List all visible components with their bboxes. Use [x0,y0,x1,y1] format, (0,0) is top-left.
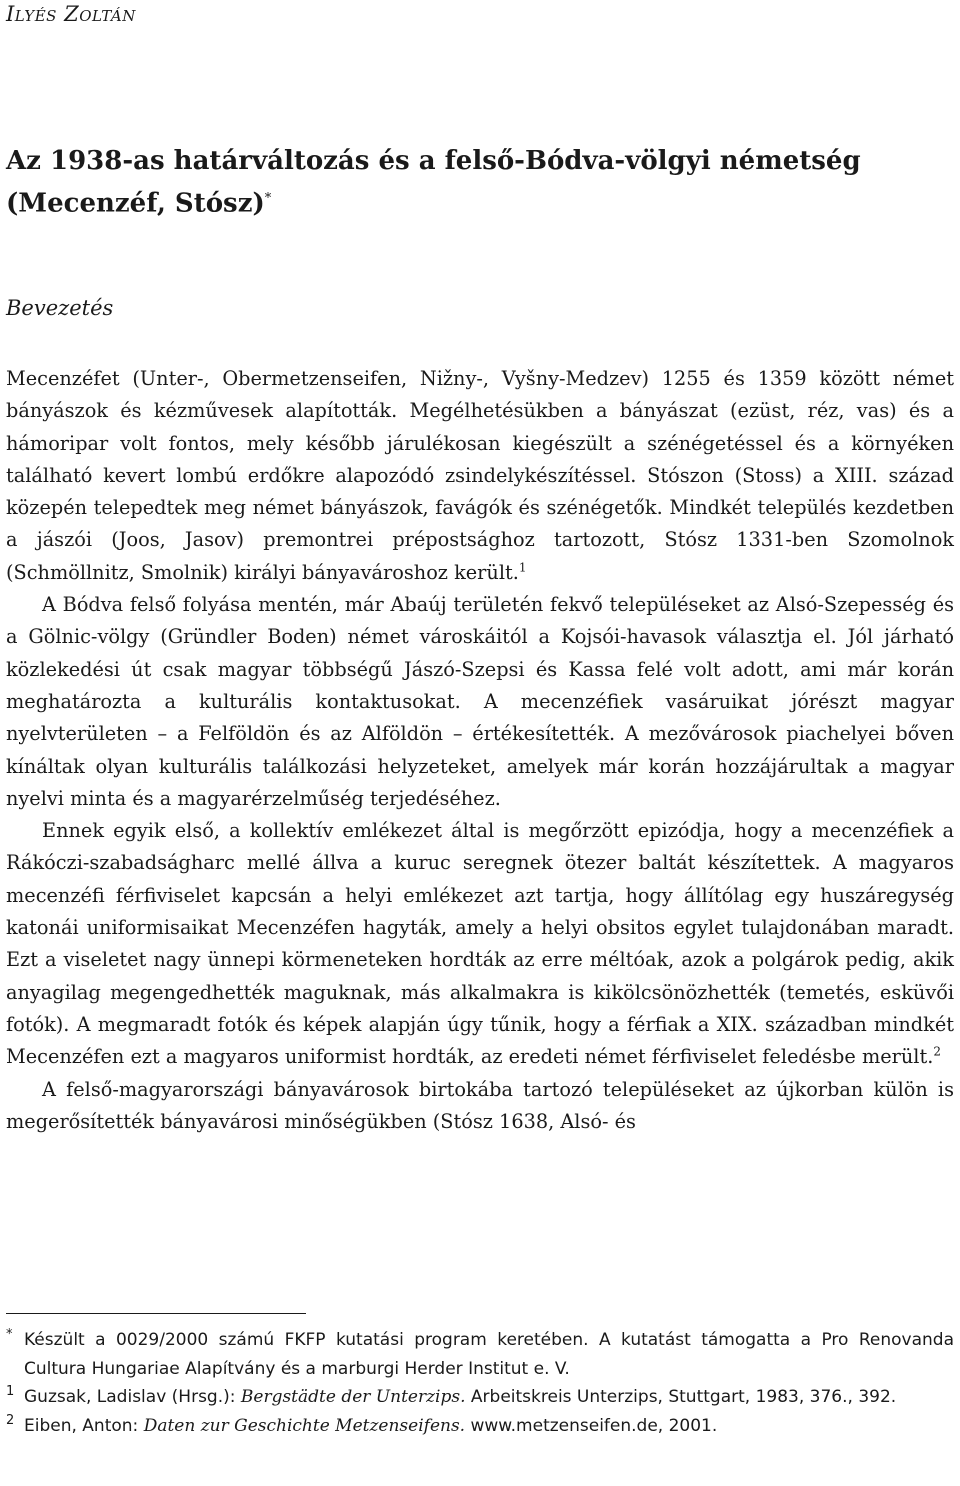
footnote-mark: * [6,1327,13,1342]
paragraph-text: Mecenzéfet (Unter-, Obermetzenseifen, Nižny-, Vyšny-Medzev) 1255 és 1359 között német bányászok és kézművesek alapították. Megélhetésükben a bányászat (ezüst, réz, vas) és a hámoripar volt fontos, mely később járulékosan kiegészült a szénégetéssel és a környéken található kevert lombú erdőkre alapozódó zsindelykészítéssel. Stószon (Stoss) a XIII. század közepén telepedtek meg német bányászok, favágók és szénégetők. Mindkét település kezdetben a jászói (Joos, Jasov) premontrei prépostsághoz tartozott, Stósz 1331-ben Szomolnok (Schmöllnitz, Smolnik) királyi bányavároshoz került. [6,367,954,584]
footnote-mark: 1 [6,1384,15,1399]
paragraph-1 [6,363,954,589]
footnote-ref: 2 [933,1044,941,1059]
author-name: Ilyés Zoltán [6,2,136,26]
footnotes [6,1326,954,1440]
paragraph-text: A Bódva felső folyása mentén, már Abaúj területén fekvő településeket az Alsó-Szepesség és a Gölnic-völgy (Gründler Boden) német városkáitól a Kojsói-havasok választja el. Jól járható közlekedési út csak magyar többségű Jászó-Szepsi és Kassa felé volt adott, ami már korán meghatározta a kulturális kontaktusokat. A mecenzéfiek vasáruikat jórészt magyar nyelvterületen – a Felföldön és az Alföldön – értékesítették. A mezővárosok piachelyei bőven kínáltak olyan kulturális találkozási helyzeteket, amelyek már korán hozzájárultak a magyar nyelvi minta és a magyarérzelműség terjedéséhez. [6,593,954,810]
paragraph-4 [6,1074,954,1139]
paragraph-3 [6,815,954,1073]
title-line-2-text: (Mecenzéf, Stósz) [6,188,265,219]
footnote-text-pre: Guzsak, Ladislav (Hrsg.): [24,1387,241,1407]
body-text [6,363,954,1138]
footnote-italic-title: Daten zur Geschichte Metzenseifens. [143,1415,466,1436]
paragraph-2 [6,589,954,815]
title-footnote-mark: * [264,191,272,206]
footnote-star [6,1326,954,1383]
title-line-2 [6,180,954,223]
footnote-text-post: Arbeitskreis Unterzips, Stuttgart, 1983, 376., 392. [465,1387,897,1407]
footnote-mark: 2 [6,1412,15,1428]
footnote-ref: 1 [518,560,527,575]
article-title [6,143,954,223]
section-heading: Bevezetés [6,296,114,320]
paragraph-text: A felső-magyarországi bányavárosok birtokába tartozó településeket az újkorban külön is megerősítették bányavárosi minőségükben (Stósz 1638, Alsó- és [6,1077,954,1133]
footnote-italic-title: Bergstädte der Unterzips. [240,1387,466,1407]
footnote-2 [6,1412,954,1441]
title-line-1: Az 1938-as határváltozás és a felső-Bódva-völgyi németség [6,146,861,176]
footnote-text-pre: Eiben, Anton: [24,1415,144,1436]
footnote-text-post: www.metzenseifen.de, 2001. [465,1415,718,1436]
footnote-text: Készült a 0029/2000 számú FKFP kutatási program keretében. A kutatást támogatta a Pro Renovanda Cultura Hungariae Alapítvány és a marburgi Herder Institut e. V. [24,1330,954,1379]
footnote-divider [6,1313,306,1314]
paragraph-text: Ennek egyik első, a kollektív emlékezet által is megőrzött epizódja, hogy a mecenzéfiek a Rákóczi-szabadságharc mellé állva a kuruc seregnek ötezer baltát készítettek. A magyaros mecenzéfi férfiviselet kapcsán a helyi emlékezet azt tartja, hogy állítólag egy huszáregység katonái uniformisaikat Mecenzéfen hagyták, amely a helyi obsitos egylet tulajdonában maradt. Ezt a viseletet nagy ünnepi körmeneteken hordták az erre méltóak, azok a polgárok pedig, akik anyagilag megengedhették maguknak, más alkalmakra is kikölcsönözhették (temetés, esküvői fotók). A megmaradt fotók és képek alapján úgy tűnik, hogy a férfiak a XIX. században mindkét Mecenzéfen ezt a magyaros uniformist hordták, az eredeti német férfiviselet feledésbe merült. [6,819,954,1069]
footnote-1 [6,1383,954,1412]
